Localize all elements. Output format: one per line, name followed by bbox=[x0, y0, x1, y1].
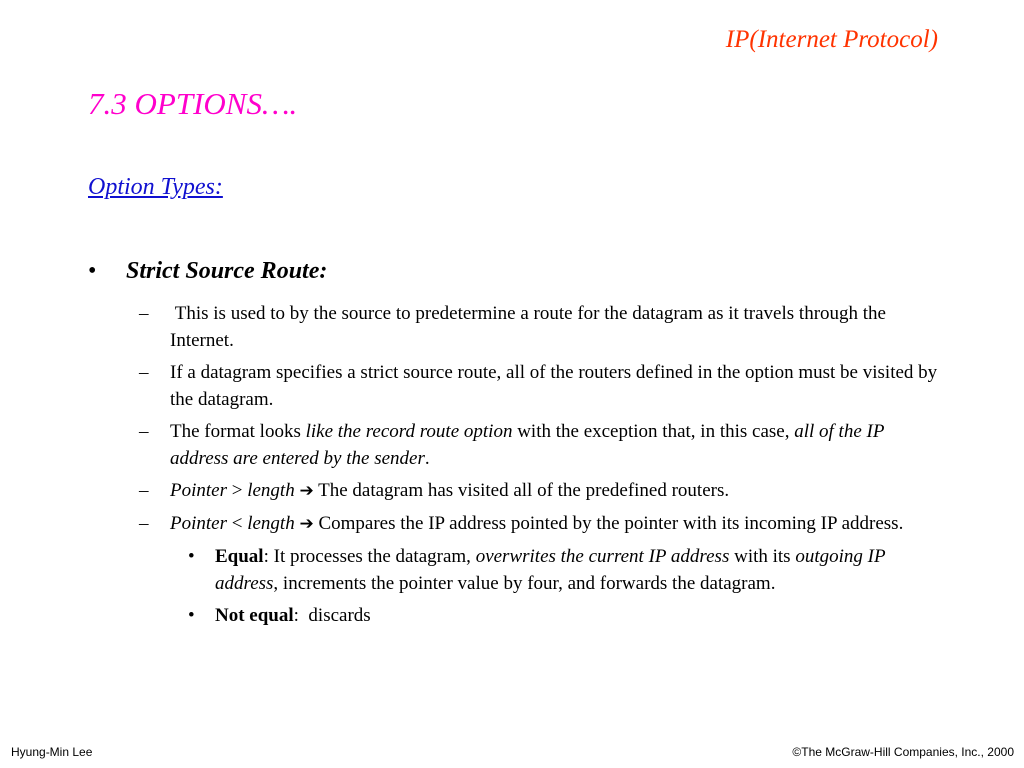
text-run-italic: Pointer bbox=[170, 480, 227, 501]
dash-marker: – bbox=[139, 362, 149, 383]
text-run-italic: all of the IP address are entered by the sender bbox=[170, 421, 885, 469]
text-run-italic: Pointer bbox=[170, 513, 227, 534]
text-run-bold: Not equal bbox=[215, 605, 294, 626]
subsection-title: Option Types: bbox=[88, 174, 223, 200]
sub-bullet-format bbox=[88, 418, 938, 472]
section-title: 7.3 OPTIONS…. bbox=[88, 86, 298, 121]
sub-bullet-text: If a datagram specifies a strict source route, all of the routers defined in the option must be visited by the datagram. bbox=[170, 362, 938, 410]
footer-copyright: ©The McGraw-Hill Companies, Inc., 2000 bbox=[792, 745, 1014, 759]
bullet-marker: • bbox=[188, 546, 195, 567]
sub-sub-bullet-equal bbox=[88, 543, 938, 597]
text-run: . bbox=[424, 448, 430, 469]
text-run-italic: overwrites the current IP address bbox=[475, 546, 730, 567]
text-run-italic: like the record route option bbox=[305, 421, 513, 442]
sub-bullet-pointer-greater bbox=[88, 477, 938, 505]
header-title: IP(Internet Protocol) bbox=[725, 26, 938, 53]
dash-marker: – bbox=[139, 513, 149, 534]
text-run: Compares the IP address pointed by the pointer with its incoming IP address. bbox=[313, 513, 904, 534]
dash-marker: – bbox=[139, 480, 149, 501]
right-arrow-icon: ➔ bbox=[299, 481, 314, 501]
right-arrow-icon: ➔ bbox=[299, 514, 314, 534]
text-run: : discards bbox=[293, 605, 371, 626]
text-run: with its bbox=[729, 546, 796, 567]
text-run: > bbox=[227, 480, 248, 501]
bullet-marker: • bbox=[88, 258, 97, 284]
text-run: : It processes the datagram, bbox=[263, 546, 476, 567]
text-run: < bbox=[227, 513, 248, 534]
bullet-strict-source-route bbox=[88, 256, 938, 286]
text-run-bold: Equal bbox=[215, 546, 264, 567]
bullet-text: Strict Source Route: bbox=[126, 258, 328, 284]
sub-sub-bullet-not-equal bbox=[88, 602, 938, 629]
sub-bullet-routers bbox=[88, 359, 938, 413]
text-run: with the exception that, in this case, bbox=[512, 421, 795, 442]
text-run-italic: length bbox=[247, 513, 295, 534]
text-run-italic: outgoing IP address bbox=[215, 546, 886, 594]
bullet-marker: • bbox=[188, 605, 195, 626]
footer-author: Hyung-Min Lee bbox=[11, 745, 93, 759]
text-run: The format looks bbox=[170, 421, 306, 442]
sub-bullet-text: This is used to by the source to predetermine a route for the datagram as it travels through the Internet. bbox=[170, 303, 891, 351]
dash-marker: – bbox=[139, 303, 149, 324]
dash-marker: – bbox=[139, 421, 149, 442]
text-run-italic: length bbox=[247, 480, 295, 501]
sub-bullet-purpose bbox=[88, 300, 938, 354]
text-run: , increments the pointer value by four, and forwards the datagram. bbox=[273, 573, 776, 594]
sub-bullet-pointer-less bbox=[88, 510, 938, 538]
text-run: The datagram has visited all of the predefined routers. bbox=[313, 480, 730, 501]
content-body bbox=[88, 256, 938, 634]
